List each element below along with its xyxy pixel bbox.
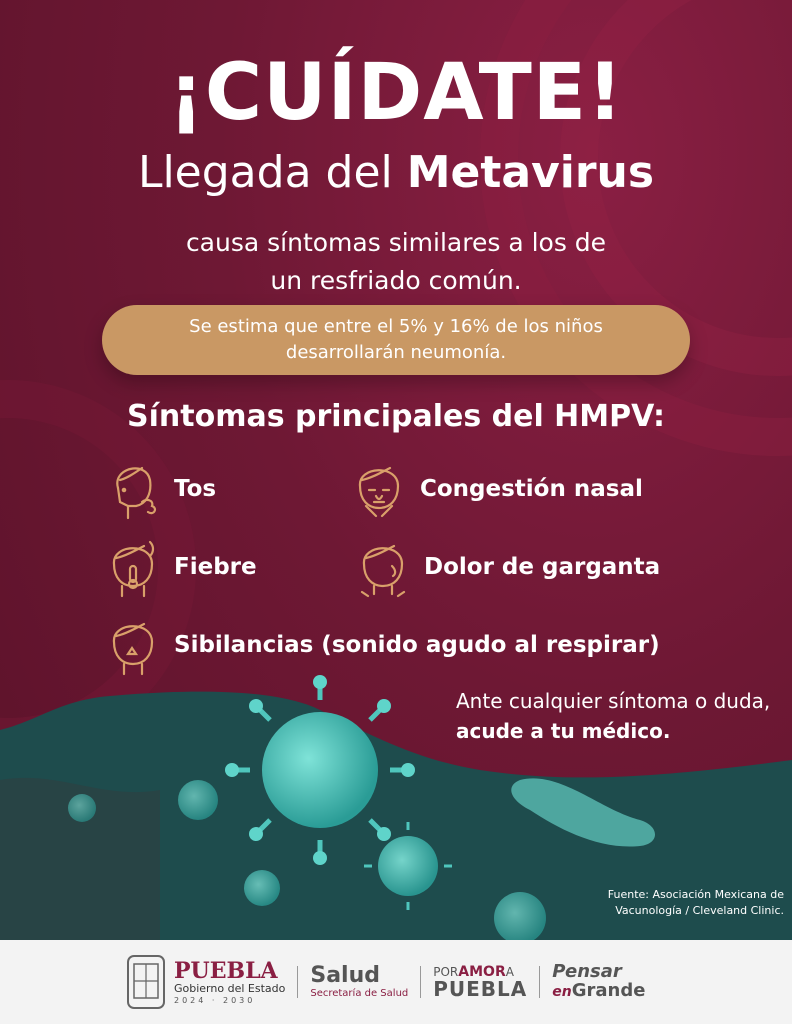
salud-word: Salud xyxy=(310,963,380,988)
symptom-label: Tos xyxy=(174,476,217,502)
intro-line: un resfriado común. xyxy=(270,266,522,295)
gobierno-text: Gobierno del Estado xyxy=(174,981,286,995)
pensar-logo xyxy=(552,960,646,1002)
puebla-word: PUEBLA xyxy=(174,957,278,984)
footer-logos xyxy=(0,940,792,1024)
amor-text: AMOR xyxy=(458,964,506,980)
source-line: Fuente: Asociación Mexicana de xyxy=(607,888,784,901)
symptoms-heading: Síntomas principales del HMPV: xyxy=(127,399,665,434)
secretaria-text: Secretaría de Salud xyxy=(310,988,409,999)
salud-logo xyxy=(310,964,408,1000)
page-title: ¡CUÍDATE! xyxy=(168,48,624,138)
page-subtitle xyxy=(0,145,792,201)
symptom-item xyxy=(106,536,257,598)
highlight-line: Se estima que entre el 5% y 16% de los niños xyxy=(189,316,603,337)
por-amor-logo xyxy=(433,965,527,999)
a-text: A xyxy=(505,965,514,979)
puebla-logo xyxy=(174,957,286,1005)
sore-throat-face-icon xyxy=(356,536,410,598)
pensar-text: Pensar xyxy=(552,960,622,982)
symptom-item xyxy=(356,536,660,598)
divider xyxy=(297,966,298,998)
divider xyxy=(539,966,540,998)
nasal-congestion-face-icon xyxy=(352,458,406,520)
por-text: POR xyxy=(433,965,459,979)
highlight-pill xyxy=(102,305,690,375)
intro-text xyxy=(0,224,792,300)
years-text: 2024 · 2030 xyxy=(174,995,256,1005)
subtitle-bold: Metavirus xyxy=(406,147,655,198)
advice-plain: Ante cualquier síntoma o duda, xyxy=(456,689,771,713)
en-text: en xyxy=(552,983,572,1000)
symptom-label: Fiebre xyxy=(174,554,257,580)
cough-face-icon xyxy=(106,458,160,520)
source-note xyxy=(560,887,784,919)
subtitle-plain: Llegada del xyxy=(137,147,407,198)
advice-bold: acude a tu médico. xyxy=(456,719,671,743)
advice-text xyxy=(456,686,776,746)
puebla-text: PUEBLA xyxy=(433,977,528,1001)
divider xyxy=(420,966,421,998)
symptom-label: Congestión nasal xyxy=(420,476,643,502)
highlight-line: desarrollarán neumonía. xyxy=(285,342,507,363)
source-line: Vacunología / Cleveland Clinic. xyxy=(615,904,784,917)
symptom-label: Sibilancias (sonido agudo al respirar) xyxy=(174,632,660,658)
intro-line: causa síntomas similares a los de xyxy=(185,228,607,257)
state-coat-of-arms-icon xyxy=(126,954,166,1010)
fever-thermometer-face-icon xyxy=(106,536,160,598)
grande-text: Grande xyxy=(571,979,646,1001)
symptom-label: Dolor de garganta xyxy=(424,554,661,580)
symptom-item xyxy=(106,458,216,520)
symptom-item xyxy=(352,458,643,520)
